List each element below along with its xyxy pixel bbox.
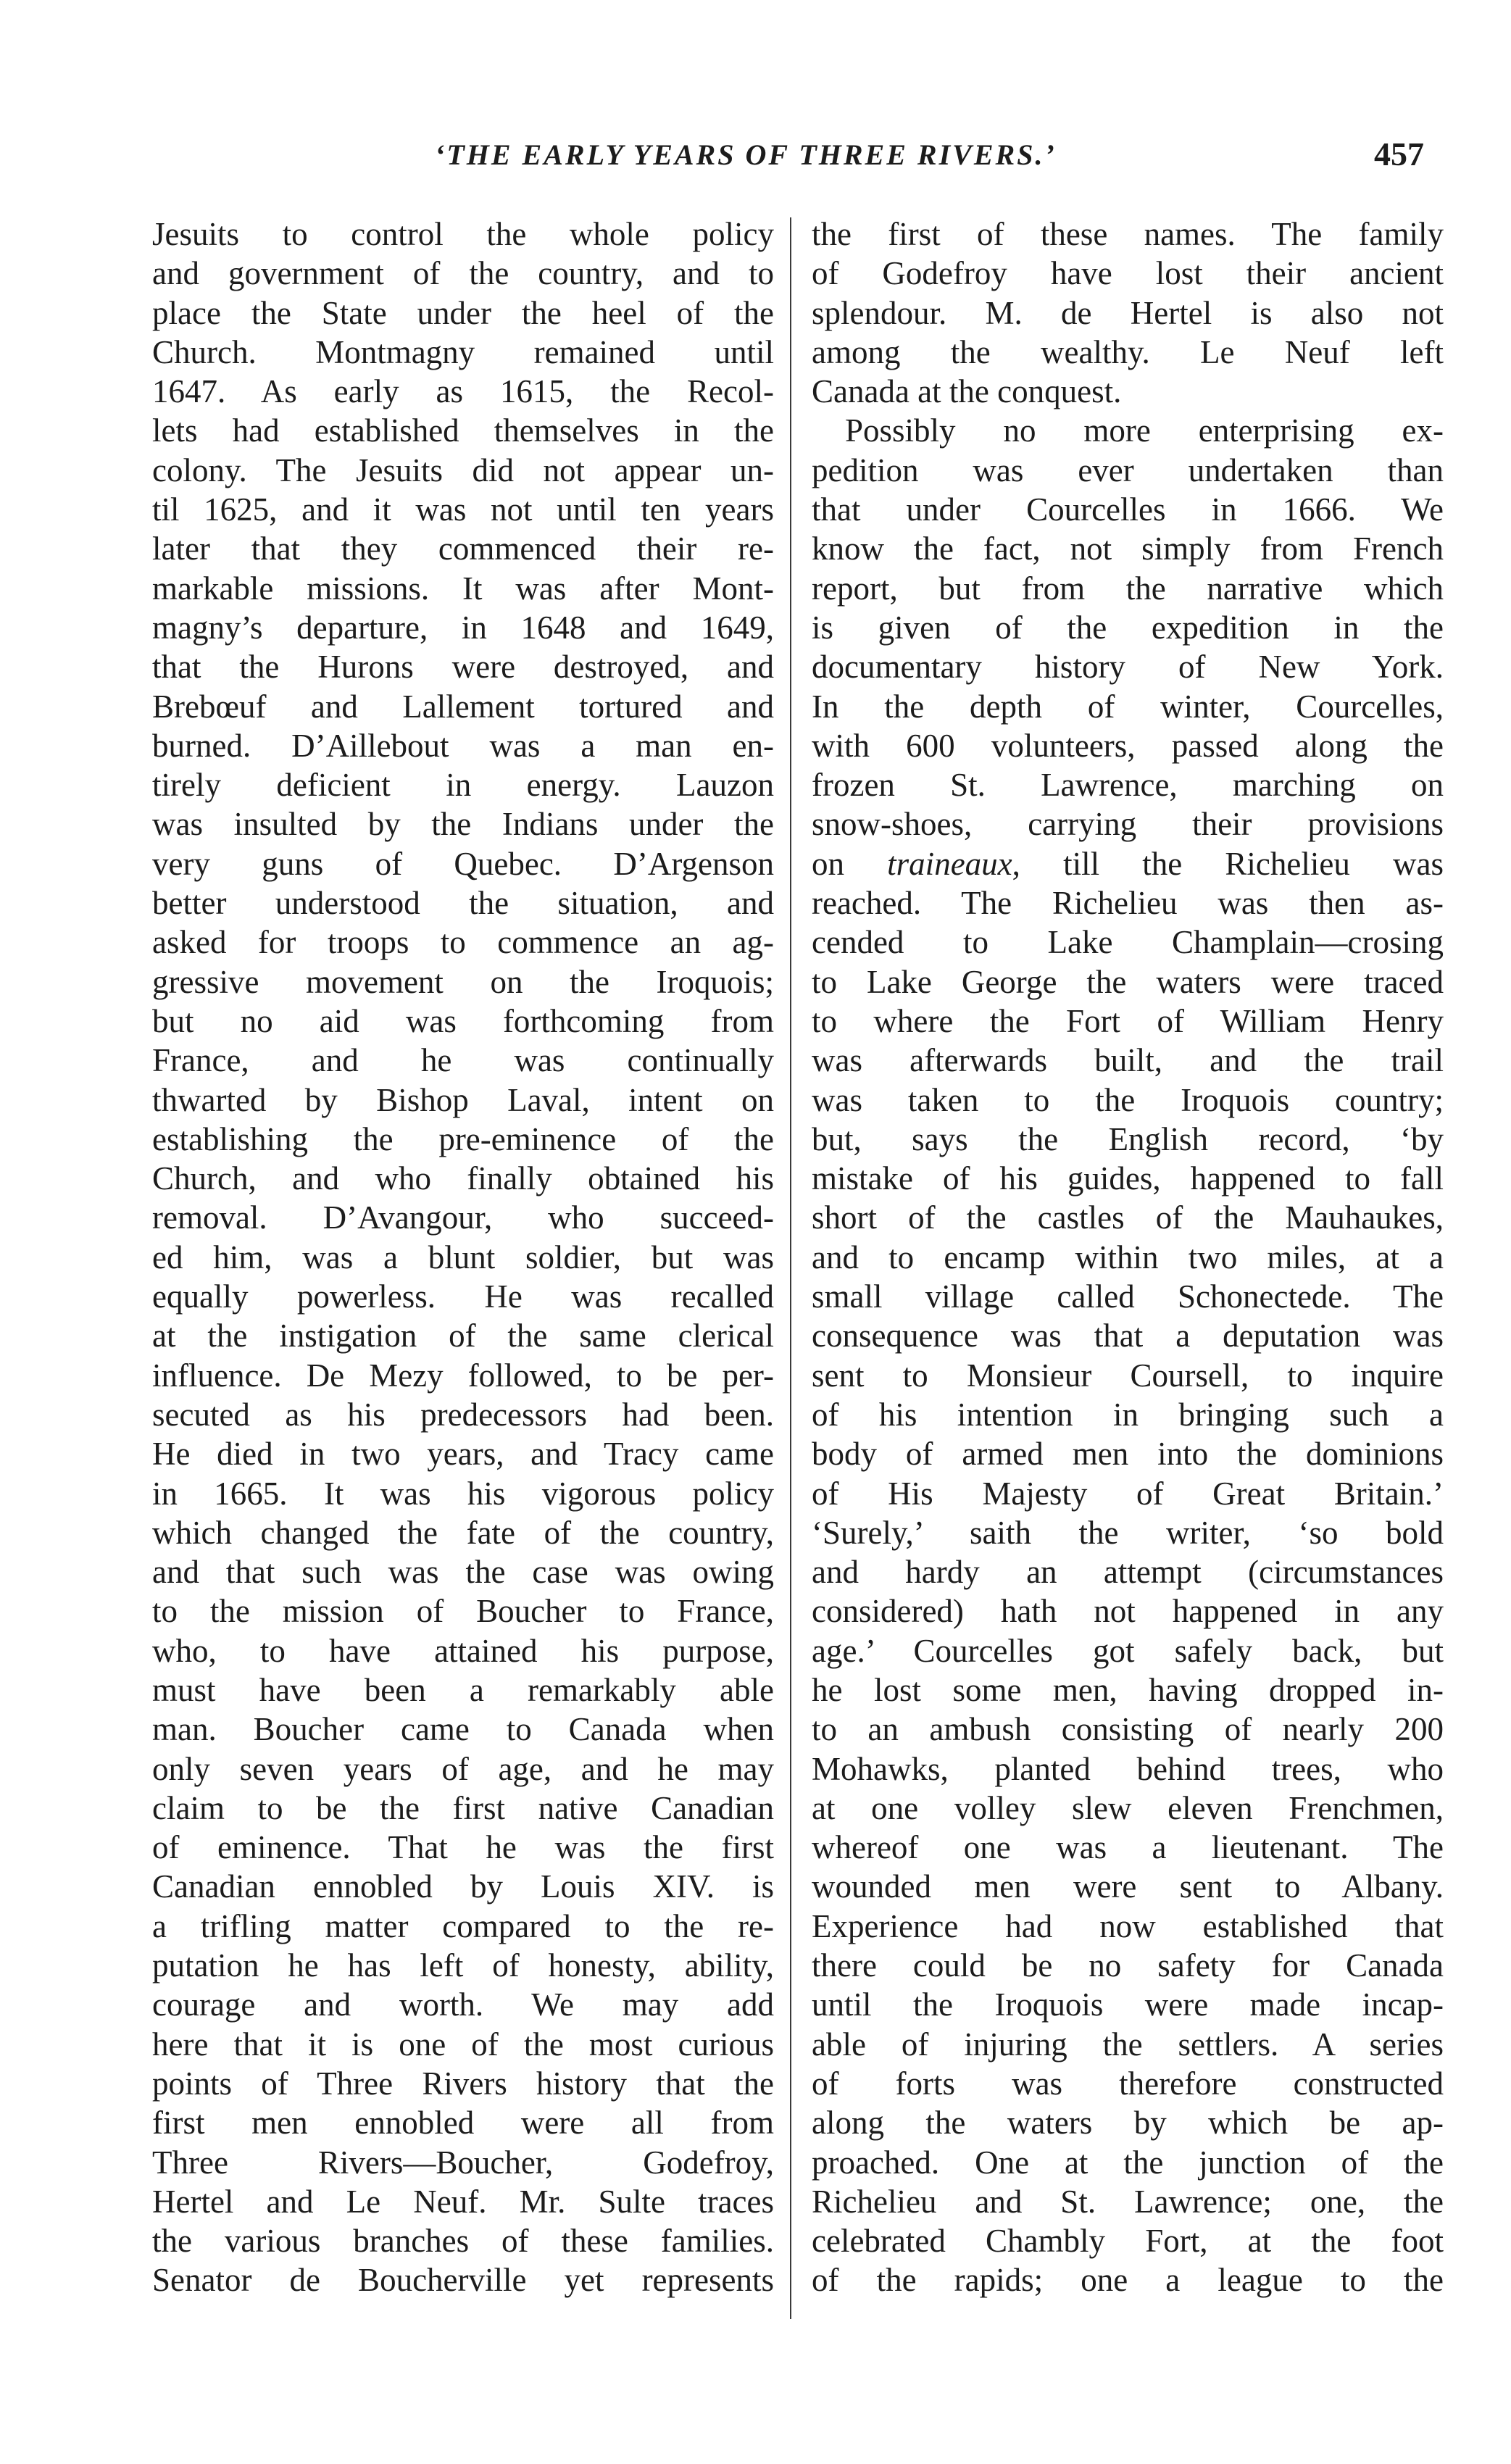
text-line: establishing the pre-eminence of the xyxy=(152,1120,774,1157)
text-line: with 600 volunteers, passed along the xyxy=(812,727,1444,764)
text-line: must have been a remarkably able xyxy=(152,1671,774,1708)
text-line: consequence was that a deputation was xyxy=(812,1318,1444,1354)
text-line: was afterwards built, and the trail xyxy=(812,1042,1444,1079)
text-line: report, but from the narrative which xyxy=(812,570,1444,607)
text-line: body of armed men into the dominions xyxy=(812,1436,1444,1473)
text-line: he lost some men, having dropped in- xyxy=(812,1671,1444,1708)
text-line: to an ambush consisting of nearly 200 xyxy=(812,1711,1444,1748)
italic-term: traineaux xyxy=(887,845,1012,882)
text-line: courage and worth. We may add xyxy=(152,1986,774,2023)
text-line: know the fact, not simply from French xyxy=(812,530,1444,567)
text-line: age.’ Courcelles got safely back, but xyxy=(812,1632,1444,1669)
text-line: points of Three Rivers history that the xyxy=(152,2065,774,2102)
text-line: documentary history of New York. xyxy=(812,649,1444,686)
text-line: Three Rivers—Boucher, Godefroy, xyxy=(152,2144,774,2181)
text-line: that under Courcelles in 1666. We xyxy=(812,491,1444,528)
running-title: ‘THE EARLY YEARS OF THREE RIVERS.’ xyxy=(435,138,1057,171)
text-line: man. Boucher came to Canada when xyxy=(152,1711,774,1748)
text-line: whereof one was a lieutenant. The xyxy=(812,1829,1444,1866)
text-line: to the mission of Boucher to France, xyxy=(152,1593,774,1630)
text-line: is given of the expedition in the xyxy=(812,609,1444,646)
text-line: In the depth of winter, Courcelles, xyxy=(812,688,1444,725)
text-line: claim to be the first native Canadian xyxy=(152,1789,774,1826)
text-line: and that such was the case was owing xyxy=(152,1554,774,1591)
right-column xyxy=(812,215,1444,2300)
text-line: Richelieu and St. Lawrence; one, the xyxy=(812,2183,1444,2220)
text-line: small village called Schonectede. The xyxy=(812,1278,1444,1315)
text-line: He died in two years, and Tracy came xyxy=(152,1436,774,1473)
text-line: along the waters by which be ap- xyxy=(812,2105,1444,2142)
text-line: Church. Montmagny remained until xyxy=(152,333,774,370)
text-line: which changed the fate of the country, xyxy=(152,1514,774,1551)
text-line: mistake of his guides, happened to fall xyxy=(812,1160,1444,1197)
text-line: at the instigation of the same clerical xyxy=(152,1318,774,1354)
text-line: of eminence. That he was the first xyxy=(152,1829,774,1866)
text-line: in 1665. It was his vigorous policy xyxy=(152,1475,774,1512)
text-line: reached. The Richelieu was then as- xyxy=(812,885,1444,922)
text-line: ‘Surely,’ saith the writer, ‘so bold xyxy=(812,1514,1444,1551)
text-line: til 1625, and it was not until ten years xyxy=(152,491,774,528)
text-line: considered) hath not happened in any xyxy=(812,1593,1444,1630)
text-line: here that it is one of the most curious xyxy=(152,2026,774,2063)
text-line: Church, and who finally obtained his xyxy=(152,1160,774,1197)
text-line: Canadian ennobled by Louis XIV. is xyxy=(152,1868,774,1905)
text-line: thwarted by Bishop Laval, intent on xyxy=(152,1081,774,1118)
text-line: Jesuits to control the whole policy xyxy=(152,216,774,252)
text-line: but, says the English record, ‘by xyxy=(812,1120,1444,1157)
running-head xyxy=(0,138,1511,196)
text-line: of forts was therefore constructed xyxy=(812,2065,1444,2102)
text-line: lets had established themselves in the xyxy=(152,412,774,449)
text-line: magny’s departure, in 1648 and 1649, xyxy=(152,609,774,646)
text-line: proached. One at the junction of the xyxy=(812,2144,1444,2181)
text-line: gressive movement on the Iroquois; xyxy=(152,963,774,1000)
text-line: at one volley slew eleven Frenchmen, xyxy=(812,1789,1444,1826)
text-line: of His Majesty of Great Britain.’ xyxy=(812,1475,1444,1512)
text-line: place the State under the heel of the xyxy=(152,294,774,331)
text-line: until the Iroquois were made incap- xyxy=(812,1986,1444,2023)
text-line: pedition was ever undertaken than xyxy=(812,451,1444,488)
paragraph-start-line: Possibly no more enterprising ex- xyxy=(845,412,1444,449)
text-line: Brebœuf and Lallement tortured and xyxy=(152,688,774,725)
text-line: markable missions. It was after Mont- xyxy=(152,570,774,607)
text-line: able of injuring the settlers. A series xyxy=(812,2026,1444,2063)
text-line: 1647. As early as 1615, the Recol- xyxy=(152,373,774,410)
text-line: putation he has left of honesty, ability, xyxy=(152,1947,774,1984)
text-line: and government of the country, and to xyxy=(152,255,774,292)
text-line: colony. The Jesuits did not appear un- xyxy=(152,451,774,488)
text-line: removal. D’Avangour, who succeed- xyxy=(152,1199,774,1236)
text-line: burned. D’Aillebout was a man en- xyxy=(152,727,774,764)
text-line: asked for troops to commence an ag- xyxy=(152,924,774,961)
text-line: Hertel and Le Neuf. Mr. Sulte traces xyxy=(152,2183,774,2220)
text-line: tirely deficient in energy. Lauzon xyxy=(152,767,774,804)
text-line: among the wealthy. Le Neuf left xyxy=(812,333,1444,370)
text-line: ed him, was a blunt soldier, but was xyxy=(152,1239,774,1275)
left-column xyxy=(152,215,774,2300)
text-line: was insulted by the Indians under the xyxy=(152,806,774,843)
column-divider xyxy=(790,217,791,2319)
text-line: the various branches of these families. xyxy=(152,2223,774,2260)
text-line: and to encamp within two miles, at a xyxy=(812,1239,1444,1275)
text-line: first men ennobled were all from xyxy=(152,2105,774,2142)
text-fragment: on xyxy=(812,845,888,882)
text-line: celebrated Chambly Fort, at the foot xyxy=(812,2223,1444,2260)
text-line: France, and he was continually xyxy=(152,1042,774,1079)
text-line: that the Hurons were destroyed, and xyxy=(152,649,774,686)
text-line: wounded men were sent to Albany. xyxy=(812,1868,1444,1905)
text-line: who, to have attained his purpose, xyxy=(152,1632,774,1669)
text-line: later that they commenced their re- xyxy=(152,530,774,567)
text-line: of Godefroy have lost their ancient xyxy=(812,255,1444,292)
text-line: only seven years of age, and he may xyxy=(152,1750,774,1787)
text-fragment: , till the Richelieu was xyxy=(1012,845,1444,882)
text-line: secuted as his predecessors had been. xyxy=(152,1396,774,1433)
text-line: Experience had now established that xyxy=(812,1907,1444,1944)
text-line: was taken to the Iroquois country; xyxy=(812,1081,1444,1118)
text-line: splendour. M. de Hertel is also not xyxy=(812,294,1444,331)
text-line: to Lake George the waters were traced xyxy=(812,963,1444,1000)
text-line: but no aid was forthcoming from xyxy=(152,1002,774,1039)
text-line: a trifling matter compared to the re- xyxy=(152,1907,774,1944)
text-line: influence. De Mezy followed, to be per- xyxy=(152,1357,774,1394)
page-number: 457 xyxy=(1374,136,1424,172)
text-line: better understood the situation, and xyxy=(152,885,774,922)
text-line: there could be no safety for Canada xyxy=(812,1947,1444,1984)
text-line: very guns of Quebec. D’Argenson xyxy=(152,845,774,882)
text-line: frozen St. Lawrence, marching on xyxy=(812,767,1444,804)
text-line: sent to Monsieur Coursell, to inquire xyxy=(812,1357,1444,1394)
text-line: the first of these names. The family xyxy=(812,216,1444,252)
text-line: Senator de Boucherville yet represents xyxy=(152,2262,774,2299)
text-line: Canada at the conquest. xyxy=(812,373,1122,410)
text-line: cended to Lake Champlain—crosing xyxy=(812,924,1444,961)
text-line: and hardy an attempt (circumstances xyxy=(812,1554,1444,1591)
text-line: Mohawks, planted behind trees, who xyxy=(812,1750,1444,1787)
text-line: equally powerless. He was recalled xyxy=(152,1278,774,1315)
text-line: short of the castles of the Mauhaukes, xyxy=(812,1199,1444,1236)
text-line: of the rapids; one a league to the xyxy=(812,2262,1444,2299)
text-line: snow-shoes, carrying their provisions xyxy=(812,806,1444,843)
text-line: of his intention in bringing such a xyxy=(812,1396,1444,1433)
text-line xyxy=(812,844,1444,883)
text-line: to where the Fort of William Henry xyxy=(812,1002,1444,1039)
